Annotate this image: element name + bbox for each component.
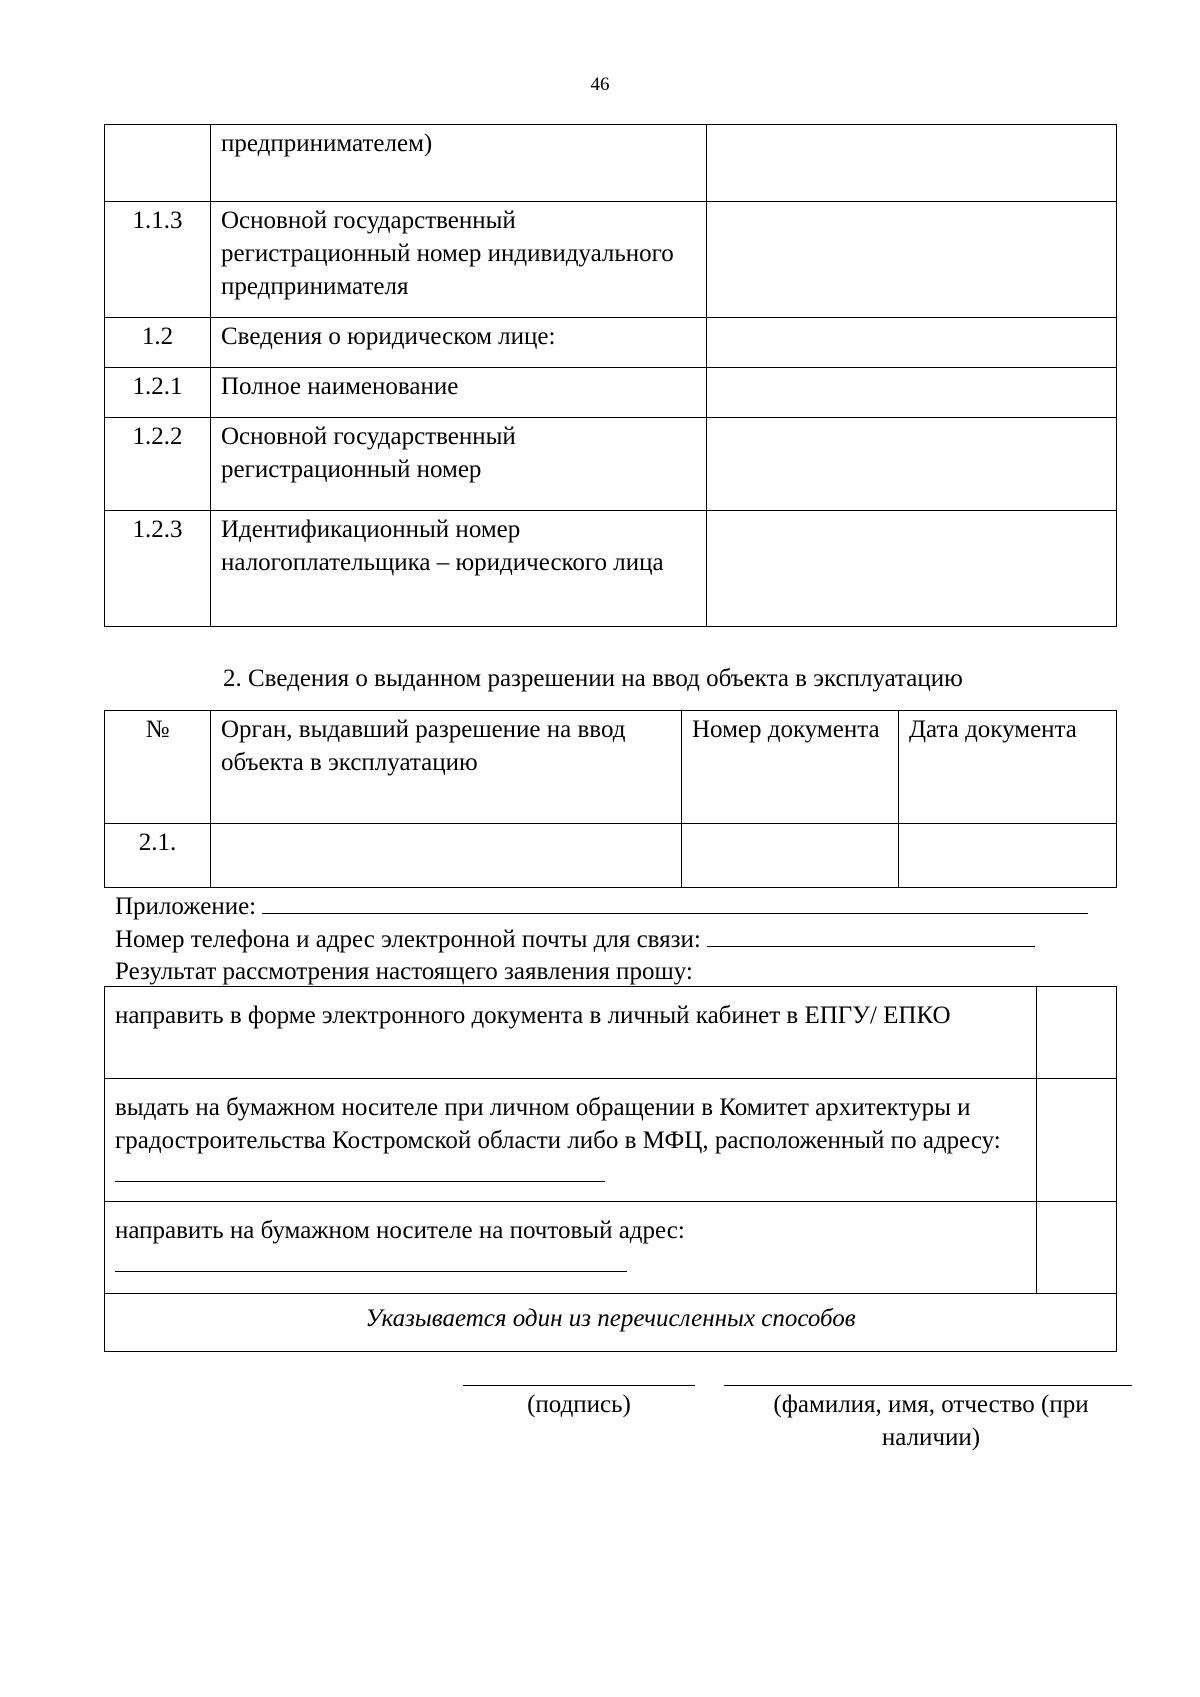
header-number: № xyxy=(105,711,211,824)
row-number-cell: 1.2.1 xyxy=(105,368,211,418)
organ-cell[interactable] xyxy=(211,824,682,888)
signature-line[interactable] xyxy=(463,1385,695,1386)
header-doc-number: Номер документа xyxy=(682,711,899,824)
row-value-cell[interactable] xyxy=(707,202,1117,318)
table-row xyxy=(105,511,1117,627)
contact-label: Номер телефона и адрес электронной почты для связи: xyxy=(115,926,701,953)
attachment-input[interactable] xyxy=(262,889,1088,914)
result-label: Результат рассмотрения настоящего заявления прошу: xyxy=(115,958,693,985)
table-row xyxy=(105,418,1117,511)
applicant-info-table xyxy=(104,124,1117,627)
row-label-cell: Основной государственный регистрационный номер индивидуального предпринимателя xyxy=(211,202,707,318)
contact-field xyxy=(115,922,1035,956)
delivery-note-row xyxy=(105,1294,1117,1352)
header-organ: Орган, выдавший разрешение на ввод объекта в эксплуатацию xyxy=(211,711,682,824)
row-number-cell: 1.2 xyxy=(105,318,211,368)
row-label-cell: Идентификационный номер налогоплательщика – юридического лица xyxy=(211,511,707,627)
header-doc-date: Дата документа xyxy=(899,711,1117,824)
delivery-note: Указывается один из перечисленных способов xyxy=(105,1294,1117,1352)
table-row xyxy=(105,125,1117,202)
row-label-cell: Основной государственный регистрационный номер xyxy=(211,418,707,511)
table-row xyxy=(105,824,1117,888)
delivery-option-electronic: направить в форме электронного документа в личный кабинет в ЕПГУ/ ЕПКО xyxy=(105,987,1037,1079)
attachment-label: Приложение: xyxy=(115,893,257,920)
table-row xyxy=(105,202,1117,318)
row-number-cell: 1.2.2 xyxy=(105,418,211,511)
table-row xyxy=(105,318,1117,368)
row-value-cell[interactable] xyxy=(707,418,1117,511)
delivery-option-checkbox[interactable] xyxy=(1037,1079,1117,1202)
delivery-options-table xyxy=(104,986,1117,1352)
full-name-line[interactable] xyxy=(724,1385,1132,1386)
contact-input[interactable] xyxy=(707,922,1035,947)
row-label-cell: предпринимателем) xyxy=(211,125,707,202)
delivery-option-row xyxy=(105,1079,1117,1202)
row-label-cell: Сведения о юридическом лице: xyxy=(211,318,707,368)
row-number-cell: 1.2.3 xyxy=(105,511,211,627)
doc-number-cell[interactable] xyxy=(682,824,899,888)
row-number-cell xyxy=(105,125,211,202)
signature-caption: (подпись) xyxy=(527,1391,631,1418)
section-2-title: 2. Сведения о выданном разрешении на ввод объекта в эксплуатацию xyxy=(223,665,963,692)
address-input[interactable] xyxy=(115,1157,605,1182)
row-value-cell[interactable] xyxy=(707,125,1117,202)
page-number: 46 xyxy=(590,74,610,95)
row-value-cell[interactable] xyxy=(707,511,1117,627)
permit-info-table xyxy=(104,710,1117,888)
delivery-option-checkbox[interactable] xyxy=(1037,987,1117,1079)
postal-address-input[interactable] xyxy=(115,1247,627,1272)
delivery-option-row xyxy=(105,987,1117,1079)
delivery-option-in-person: выдать на бумажном носителе при личном обращении в Комитет архитектуры и градостроительства Костромской области либо в МФЦ, расположенный по адресу: xyxy=(105,1079,1037,1202)
row-number-cell: 2.1. xyxy=(105,824,211,888)
table-row xyxy=(105,368,1117,418)
table-header-row xyxy=(105,711,1117,824)
attachment-field xyxy=(115,889,1088,923)
delivery-option-mail: направить на бумажном носителе на почтовый адрес: xyxy=(105,1202,1037,1294)
row-label-cell: Полное наименование xyxy=(211,368,707,418)
row-value-cell[interactable] xyxy=(707,368,1117,418)
delivery-option-checkbox[interactable] xyxy=(1037,1202,1117,1294)
row-number-cell: 1.1.3 xyxy=(105,202,211,318)
doc-date-cell[interactable] xyxy=(899,824,1117,888)
full-name-caption: (фамилия, имя, отчество (при наличии) xyxy=(773,1391,1089,1451)
delivery-option-row xyxy=(105,1202,1117,1294)
row-value-cell[interactable] xyxy=(707,318,1117,368)
